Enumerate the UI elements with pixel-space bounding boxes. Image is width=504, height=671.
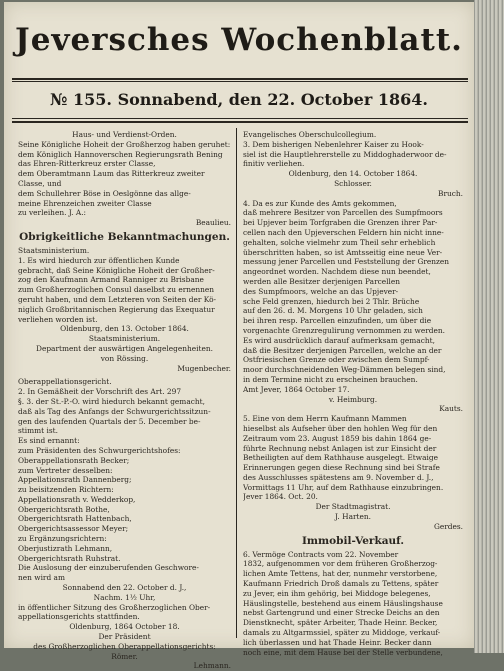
text-line: Oldenburg, 1864 October 18. <box>69 622 180 632</box>
text-line: gehalten, solche vielmehr zum Theil sehr erheblich <box>243 237 436 247</box>
text-line: daß als Tag des Anfangs der Schwurgerichtssitzun- <box>18 406 211 416</box>
text-line: nebst Gartengrund und einer Strecke Deichs an den <box>243 608 440 618</box>
text-line: Betheiligten auf dem Rathhause ausgelegt. Etwaige <box>243 453 438 463</box>
text-line: Classe, und <box>18 178 62 188</box>
text-line: 4. Da es zur Kunde des Amts gekommen, <box>243 198 397 208</box>
text-line: Vormittags 11 Uhr, auf dem Rathhause einzubringen. <box>243 482 444 492</box>
text-line: Oldenburg, den 13. October 1864. <box>60 324 189 334</box>
text-line: Zeitraum vom 23. August 1859 bis dahin 1864 ge- <box>243 433 432 443</box>
text-line: Appellationsrath Dannenberg; <box>18 475 132 485</box>
text-line: Staatsministerium. <box>18 245 90 255</box>
masthead-rule-thin <box>12 81 468 82</box>
text-line: Kaufmann Friedrich Droß damals zu Tettens, später <box>243 579 439 589</box>
text-line: Beaulieu. <box>195 218 231 228</box>
text-line: gen des laufenden Quartals der 5. December be- <box>18 416 201 426</box>
text-line: von Rössing. <box>100 353 149 363</box>
text-line: appellationsgerichts stattfinden. <box>18 612 140 622</box>
text-line: zu verleihen. J. A.: <box>18 208 87 218</box>
text-line: 1. Es wird hiedurch zur öffentlichen Kunde <box>18 255 180 265</box>
text-line: angeordnet worden. Nachdem diese nun beendet, <box>243 267 431 277</box>
text-line: zu beisitzenden Richtern: <box>18 485 114 495</box>
column-divider <box>236 128 237 638</box>
text-line: Sonnabend den 22. October d. J., <box>62 583 187 593</box>
text-line: Oldenburg, den 14. October 1864. <box>288 169 418 179</box>
text-line: Haus- und Verdienst-Orden. <box>72 130 177 139</box>
text-line: Seine Königliche Hoheit der Großherzog haben geruhet: <box>18 139 231 149</box>
left-column <box>18 130 231 671</box>
text-line: zu Jever, ein ihm gehörig, bei Middoge belegenes, <box>243 588 431 598</box>
text-line: Appellationsrath v. Wedderkop, <box>18 494 136 504</box>
text-line: Erinnerungen gegen diese Rechnung sind bei Strafe <box>243 463 440 473</box>
text-line: auf den 26. d. M. Morgens 10 Uhr geladen, sich <box>243 306 423 316</box>
text-line: Kauts. <box>439 404 463 414</box>
text-line: moor durchschneidenden Weg-Dämmen belegen sind, <box>243 365 446 375</box>
text-line: Staatsministerium. <box>88 334 161 344</box>
text-line: daß mehrere Besitzer von Parcellen des Sumpfmoors <box>243 208 443 218</box>
issue-rule <box>12 118 468 119</box>
text-line: Evangelisches Oberschulcollegium. <box>243 130 377 139</box>
text-line: noch eine, mit dem Hause bei der Stelle verbundene, <box>243 647 443 657</box>
text-line: Obergerichtsrath Ruhstrat. <box>18 553 121 563</box>
text-line: Obergerichtsrath Bothe, <box>18 504 110 514</box>
text-line: vorgenachte Grenzregulirung vernommen zu werden. <box>243 325 445 335</box>
text-line: 3. Dem bisherigen Nebenlehrer Kaiser zu Hook- <box>243 139 424 149</box>
book-spine <box>474 0 504 653</box>
text-line: überschritten haben, so ist Amtsseitig eine neue Ver- <box>243 247 443 257</box>
text-line: Häuslingstelle, bestehend aus einem Häuslingshause <box>243 598 443 608</box>
text-line: siel ist die Hauptlehrerstelle zu Middoghaderwoor de- <box>243 149 447 159</box>
text-line: damals zu Altgarmssiel, später zu Middoge, verkauf- <box>243 628 441 638</box>
text-line: zu Ergänzungsrichtern: <box>18 534 107 544</box>
text-line: werden alle Besitzer derjenigen Parcellen <box>243 276 400 286</box>
text-line: finitiv verliehen. <box>243 159 305 169</box>
text-line: daß die Besitzer derjenigen Parcellen, welche an der <box>243 345 442 355</box>
issue-line: № 155. Sonnabend, den 22. October 1864. <box>50 90 428 109</box>
text-line: bei ihren resp. Parcellen einzufinden, um über die <box>243 316 432 326</box>
text-line: in öffentlicher Sitzung des Großherzoglichen Ober- <box>18 602 211 612</box>
text-line: Department der auswärtigen Angelegenheiten. <box>36 343 213 353</box>
text-line: gebracht, daß Seine Königliche Hoheit der Großher- <box>18 265 215 275</box>
text-line: Mugenbecher. <box>177 363 231 373</box>
text-line: das Ehren-Ritterkreuz erster Classe, <box>18 159 156 169</box>
text-line: Obergerichtsassessor Meyer; <box>18 524 129 534</box>
text-line: 2. In Gemäßheit der Vorschrift des Art. 297 <box>18 387 182 397</box>
text-line: dem Oberamtmann Laum das Ritterkreuz zweiter <box>18 169 205 179</box>
text-line: 6. Vermöge Contracts vom 22. November <box>243 549 399 559</box>
text-line: Der Stadtmagistrat. <box>315 502 391 512</box>
text-line: J. Harten. <box>335 512 371 522</box>
text-line: dem Königlich Hannoverschen Regierungsrath Bening <box>18 149 223 159</box>
text-line: Bruch. <box>438 188 463 198</box>
text-line: Der Präsident <box>98 632 151 642</box>
text-line: Jever 1864. Oct. 20. <box>243 492 318 502</box>
text-line: Oberappellationsrath Becker; <box>18 455 130 465</box>
text-line: Ostfriesischen Grenze oder zwischen dem Sumpf- <box>243 355 430 365</box>
text-line: lichen Amte Tettens, hat der, nunmehr verstorbene, <box>243 569 438 579</box>
masthead-title: Jeversches Wochenblatt. <box>15 22 463 58</box>
right-column <box>243 130 463 657</box>
text-line: des Großherzoglichen Oberappellationsgerichts: <box>33 641 216 651</box>
text-line: hieselbst als Aufseher über den hohlen Weg für den <box>243 423 438 433</box>
text-line: Schlosser. <box>334 178 372 188</box>
text-line: Lehmann. <box>193 661 231 671</box>
text-line: zog den Kaufmann Armand Ranniger zu Brisbane <box>18 275 204 285</box>
text-line: Oberjustizrath Lehmann, <box>18 543 113 553</box>
newspaper-page <box>4 2 474 671</box>
section-heading: Immobil-Verkauf. <box>302 534 404 547</box>
text-line: Obergerichtsrath Hattenbach, <box>18 514 132 524</box>
text-line: stimmt ist. <box>18 426 58 436</box>
text-line: geruht haben, und dem Letzteren von Seiten der Kö- <box>18 294 217 304</box>
text-line: zum Präsidenten des Schwurgerichtshofes: <box>18 445 181 455</box>
section-heading: Obrigkeitliche Bekanntmachungen. <box>19 230 230 243</box>
text-line: niglich Großbritannischen Regierung das Exequatur <box>18 304 215 314</box>
text-line: dem Schullehrer Böse in Oeslgönne das allge- <box>18 188 191 198</box>
text-line: Dienstknecht, später Arbeiter, Thade Heinr. Becker, <box>243 618 438 628</box>
text-line: Es sind ernannt: <box>18 436 80 446</box>
text-line: Die Auslosung der einzuberufenden Geschwore- <box>18 563 199 573</box>
text-line: Gerdes. <box>433 521 463 531</box>
text-line: zum Großherzoglichen Consul daselbst zu ernennen <box>18 285 215 295</box>
text-line: messung jener Parcellen und Feststellung der Grenzen <box>243 257 450 267</box>
text-line: Römer. <box>111 651 138 661</box>
text-line: §. 3. der St.-P.-O. wird hiedurch bekannt gemacht, <box>18 396 205 406</box>
issue-rule-thick <box>12 121 468 123</box>
text-line: Oberappellationsgericht. <box>18 377 112 387</box>
text-line: verliehen worden ist. <box>18 314 98 324</box>
text-line: Nachm. 1½ Uhr, <box>93 592 156 602</box>
text-line: lich überlassen und hat Thade Heinr. Becker dann <box>243 637 432 647</box>
text-line: bei Upjever beim Torfgraben die Grenzen ihrer Par- <box>243 218 438 228</box>
text-line: v. Heimburg. <box>328 394 378 404</box>
text-line: zum Vertreter desselben: <box>18 465 113 475</box>
text-line: Amt Jever, 1864 October 17. <box>243 384 350 394</box>
text-line: nen wird am <box>18 573 65 583</box>
text-line: cellen nach den Upjeverschen Feldern hin nicht inne- <box>243 227 444 237</box>
text-line: 5. Eine von dem Herrn Kaufmann Mammen <box>243 414 407 424</box>
text-line: Es wird ausdrücklich darauf aufmerksam gemacht, <box>243 335 435 345</box>
text-line: des Sumpfmoors, welche an das Upjever- <box>243 286 399 296</box>
text-line: führte Rechnung nebst Anlagen ist zur Einsicht der <box>243 443 437 453</box>
text-line: meine Ehrenzeichen zweiter Classe <box>18 198 152 208</box>
text-line: des Ausschlusses spätestens am 9. November d. J., <box>243 472 434 482</box>
text-line: 1832, aufgenommen vor dem früheren Großherzog- <box>243 559 438 569</box>
masthead-rule <box>12 78 468 80</box>
text-line: sche Feld grenzen, hiedurch bei 2 Thlr. Brüche <box>243 296 420 306</box>
text-line: in dem Termine nicht zu erscheinen brauchen. <box>243 374 418 384</box>
